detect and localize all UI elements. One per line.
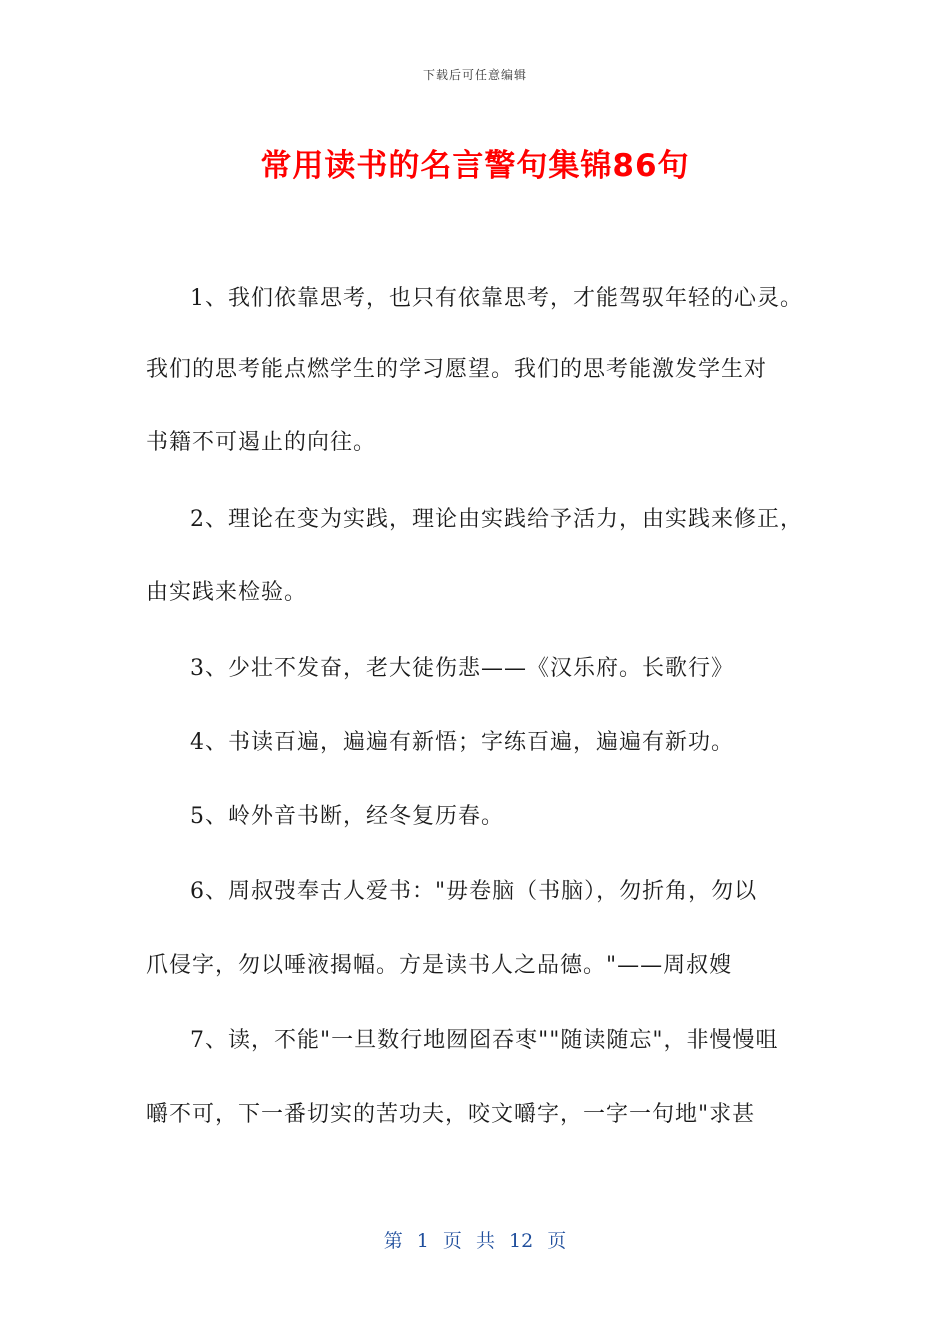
paragraph-line: 4、书读百遍，遍遍有新悟；字练百遍，遍遍有新功。 xyxy=(190,730,734,755)
paragraph-line: 5、岭外音书断，经冬复历春。 xyxy=(190,804,504,829)
document-title: 常用读书的名言警句集锦86句 xyxy=(260,148,690,184)
page-footer: 第 1 页 共 12 页 xyxy=(383,1230,567,1252)
paragraph-line: 3、少壮不发奋，老大徒伤悲——《汉乐府。长歌行》 xyxy=(190,656,734,681)
paragraph-line: 书籍不可遏止的向往。 xyxy=(146,430,377,455)
paragraph-line: 嚼不可，下一番切实的苦功夫，咬文嚼字，一字一句地"求甚 xyxy=(146,1102,756,1127)
paragraph-line: 6、周叔弢奉古人爱书："毋卷脑（书脑），勿折角，勿以 xyxy=(190,879,758,904)
paragraph-line: 7、读，不能"一旦数行地囫囵吞枣""随读随忘"，非慢慢咀 xyxy=(190,1028,779,1053)
paragraph-line: 1、我们依靠思考，也只有依靠思考，才能驾驭年轻的心灵。 xyxy=(190,286,803,311)
paragraph-line: 2、理论在变为实践，理论由实践给予活力，由实践来修正， xyxy=(190,507,803,532)
paragraph-line: 由实践来检验。 xyxy=(146,580,308,605)
header-note: 下载后可任意编辑 xyxy=(422,68,527,82)
paragraph-line: 我们的思考能点燃学生的学习愿望。我们的思考能激发学生对 xyxy=(146,357,768,382)
paragraph-line: 爪侵字，勿以唾液揭幅。方是读书人之品德。"——周叔嫂 xyxy=(146,953,733,978)
